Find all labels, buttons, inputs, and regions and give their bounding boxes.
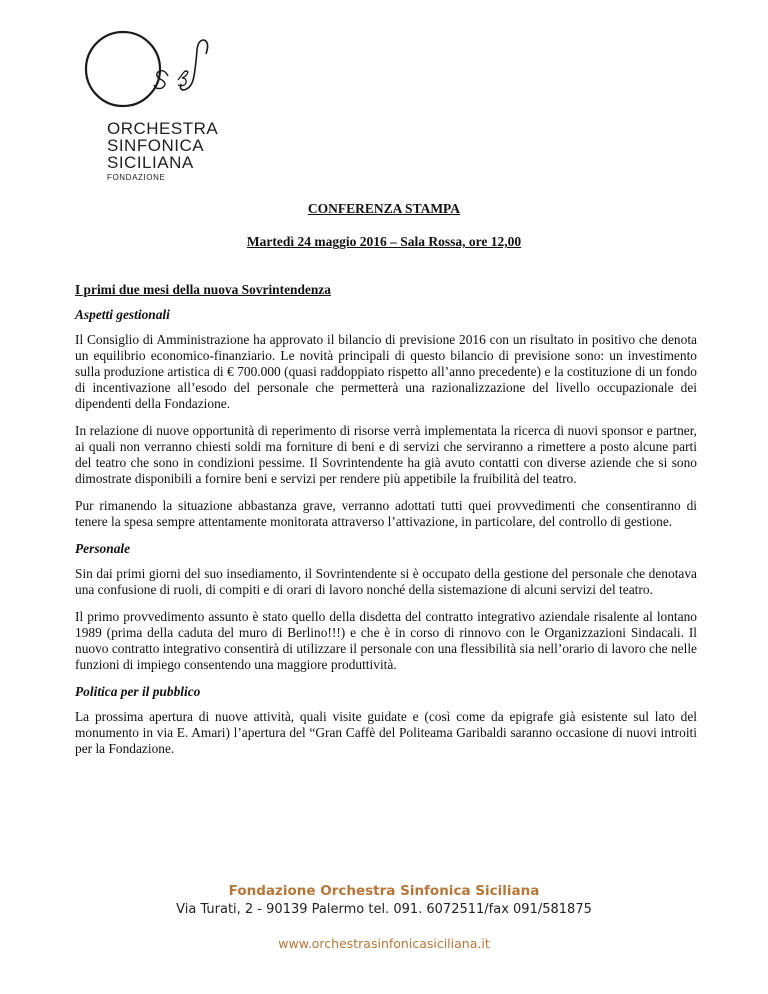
paragraph: Pur rimanendo la situazione abbastanza grave, verranno adottati tutti quei provvedimenti che consentiranno di tenere la spesa sempre attentamente monitorata attraverso l’attivazione, in particolare, del controllo di gestione.	[75, 498, 697, 529]
paragraph: La prossima apertura di nuove attività, quali visite guidate e (così come da epigrafe già esistente sul lato del monumento in via E. Amari) l’apertura del “Gran Caffè del Politeama Garibaldi saranno occasione di nuovi introiti per la Fondazione.	[75, 709, 697, 756]
logo-fondazione: FONDAZIONE	[107, 173, 166, 182]
logo-wordmark	[107, 120, 218, 182]
page-title: CONFERENZA STAMPA	[307, 201, 461, 216]
subheading-personale: Personale	[75, 541, 131, 556]
section-title: I primi due mesi della nuova Sovrintendenza	[75, 282, 331, 297]
subheading-politica-pubblico: Politica per il pubblico	[75, 684, 201, 699]
footer-address: Via Turati, 2 - 90139 Palermo tel. 091. 6072511/fax 091/581875	[176, 902, 592, 917]
event-date-line: Martedì 24 maggio 2016 – Sala Rossa, ore 12,00	[246, 234, 522, 249]
logo-line-sinfonica: SINFONICA	[107, 136, 205, 155]
paragraph: Sin dai primi giorni del suo insediamento, il Sovrintendente si è occupato della gestione del personale che denotava una confusione di ruoli, di compiti e di orari di lavoro nonché della sistemazione di alcuni servizi del teatro.	[75, 566, 697, 597]
document-body	[75, 282, 697, 768]
footer-website-link[interactable]: www.orchestrasinfonicasiciliana.it	[278, 936, 490, 951]
footer-organization: Fondazione Orchestra Sinfonica Siciliana	[228, 883, 540, 899]
logo-line-siciliana: SICILIANA	[107, 153, 194, 172]
paragraph: In relazione di nuove opportunità di reperimento di risorse verrà implementata la ricerca di nuovi sponsor e partner, ai quali non verranno chiesti soldi ma forniture di beni e di servizi che serviranno a rimettere a posto alcune parti del teatro che sono in condizioni pessime. Il Sovrintendente ha già avuto contatti con diverse aziende che si sono dimostrate disponibili a fornire beni e servizi per rendere più appetibile la fruibilità del teatro.	[75, 423, 697, 486]
paragraph: Il Consiglio di Amministrazione ha approvato il bilancio di previsione 2016 con un risultato in positivo che denota un equilibrio economico-finanziario. Le novità principali di questo bilancio di previsione sono: un investimento sulla produzione artistica di € 700.000 (quasi raddoppiato rispetto all’anno precedente) e la costituzione di un fondo di incentivazione all’esodo del personale che permetterà una razionalizzazione del livello occupazionale dei dipendenti della Fondazione.	[75, 332, 697, 411]
subheading-aspetti-gestionali: Aspetti gestionali	[75, 307, 170, 322]
paragraph: Il primo provvedimento assunto è stato quello della disdetta del contratto integrativo aziendale risalente al lontano 1989 (prima della caduta del muro di Berlino!!!) e che è in corso di rinnovo con le Organizzazioni Sindacali. Il nuovo contratto integrativo consentirà di utilizzare il personale con una flessibilità sia nell’orario di lavoro che nelle funzioni di impiego consentendo una maggiore produttività.	[75, 609, 697, 672]
logo-line-orchestra: ORCHESTRA	[107, 119, 219, 138]
